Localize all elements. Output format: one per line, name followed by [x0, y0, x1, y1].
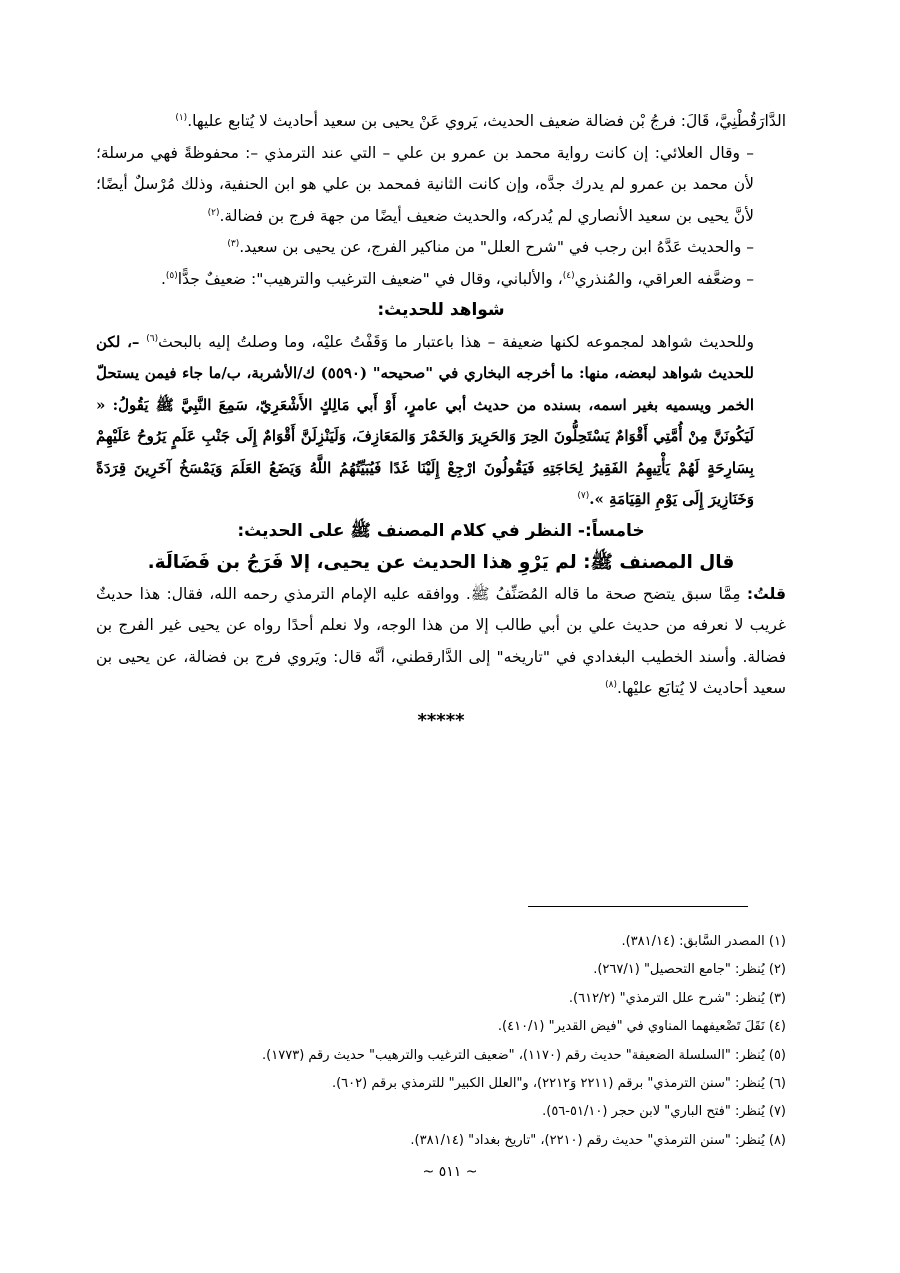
section-heading-witnesses: شواهد للحديث:: [377, 300, 505, 320]
paragraph-1: الدَّارَقُطْنِيَّ، قَالَ: فرجُ بْن فضالة ضعيف الحديث، يَروي عَنْ يحيى بن سعيد أحاديث لا يُتابع عليها.$^{(١)}$: [175, 112, 786, 130]
section-heading-fifth: خامساً:- النظر في كلام المصنف ﷺ على الحديث:: [237, 520, 645, 541]
footnote-3: (٣) يُنظر: "شرح علل الترمذي" (٦١٢/٢).: [568, 990, 786, 1006]
footnote-ref-6: (٦): [146, 333, 159, 344]
main-text: [96, 106, 786, 736]
footnote-ref-1: (١): [175, 112, 188, 123]
footnote-1: (١) المصدر السَّابق: (٣٨١/١٤).: [621, 934, 786, 949]
paragraph-4: – وضعَّفه العراقي، والمُنذري$^{(٤)}$، والألباني، وقال في "ضعيف الترغيب والترهيب": ضعيفٌ جدًّا$^{(٥)}$.: [160, 269, 754, 288]
footnote-ref-4: (٤): [562, 270, 575, 281]
footnote-divider: [528, 906, 748, 907]
footnote-7: (٧) يُنظر: "فتح الباري" لابن حجر (٥١/١٠-٥٦).: [542, 1104, 786, 1120]
footnote-8: (٨) يُنظر: "سنن الترمذي" حديث رقم (٢٢١٠)، "تاريخ بغداد" (٣٨١/١٤).: [410, 1132, 786, 1148]
footnote-ref-7: (٧): [577, 490, 590, 501]
separator-stars: *****: [417, 709, 465, 731]
author-quote-heading: قال المصنف ﷺ: لم يَرْوِ هذا الحديث عن يحيى، إلا فَرَجُ بن فَضَالَة.: [147, 552, 735, 573]
paragraph-6: قلتُ: مِمَّا سبق يتضح صحة ما قاله المُصَنِّفُ ﷺ. ووافقه عليه الإمام الترمذي رحمه الله، فقال: هذا حديثٌ غريب لا نعرفه من حديث علي بن أبي طالب إلا من هذا الوجه، ولا نعلم أحدًا رواه عن يحيى غير الفرج بن فضالة. وأسند الخطيب البغدادي في "تاريخه" إلى الدَّارقطني، أنَّه قال: ويَروي فرج بن فضالة، عن يحيى بن سعيد أحاديث لا يُتابَع عليْها.$^{(٨)}$: [96, 584, 786, 697]
footnotes: [96, 928, 786, 1155]
paragraph-3: – والحديث عَدَّهُ ابن رجب في "شرح العلل" من مناكير الفرج، عن يحيى بن سعيد.$^{(٣)}$: [227, 238, 754, 256]
footnote-ref-2: (٢): [207, 207, 220, 218]
footnote-ref-3: (٣): [227, 238, 240, 249]
hadith-text: –، لكن للحديث شواهد لبعضه، منها: ما أخرجه البخاري في "صحيحه" (٥٥٩٠) ك/الأشربة، ب/ما جاء فيمن يستحلّ الخمر ويسميه بغير اسمه، بسنده من حديث أبي عامرٍ، أَوْ أَبي مَالِكٍ الأَشْعَرِيّ، سَمِعَ النَّبِيَّ ﷺ يَقُولُ: « لَيَكُونَنَّ مِنْ أُمَّتِي أَقْوَامٌ يَسْتَحِلُّونَ الحِرَ وَالحَرِيرَ وَالخَمْرَ وَالمَعَازِفَ، وَلَيَنْزِلَنَّ أَقْوَامٌ إِلَى جَنْبِ عَلَمٍ يَرُوحُ عَلَيْهِمْ بِسَارِحَةٍ لَهُمْ يَأْتِيهِمُ الفَقِيرُ لِحَاجَتِهِ فَيَقُولُونَ ارْجِعْ إِلَيْنَا غَدًا فَيُبَيِّتُهُمُ اللَّهُ وَيَضَعُ العَلَمَ وَيَمْسَخُ آخَرِينَ قِرَدَةً وَخَنَازِيرَ إِلَى يَوْمِ القِيَامَةِ ».: [96, 332, 755, 508]
qultu-label: قلتُ:: [746, 584, 786, 603]
footnote-4: (٤) نَقَلَ تَضْعيفهما المناوي في "فيض القدير" (٤١٠/١).: [497, 1019, 786, 1035]
footnote-ref-8: (٨): [605, 679, 617, 690]
footnote-5: (٥) يُنظر: "السلسلة الضعيفة" حديث رقم (١١٧٠)، "ضعيف الترغيب والترهيب" حديث رقم (١٧٧٣).: [262, 1047, 786, 1063]
footnote-6: (٦) يُنظر: "سنن الترمذي" برقم (٢٢١١ وَ٢٢١٢)، و"العلل الكبير" للترمذي برقم (٦٠٢).: [331, 1076, 786, 1092]
paragraph-2: – وقال العلائي: إن كانت رواية محمد بن عمرو بن علي – التي عند الترمذي –: محفوظةً فهي مرسلة؛ لأن محمد بن عمرو لم يدرك جدَّه، وإن كانت الثانية فمحمد بن علي هو ابن الحنفية، وذلك مُرْسلٌ أيضًا؛ لأنَّ يحيى بن سعيد الأنصاري لم يُدركه، والحديث ضعيف أيضًا من جهة فرج بن فضالة.$^{(٢)}$: [96, 143, 754, 225]
page-number: ~ ٥١١ ~: [422, 1164, 478, 1180]
paragraph-5: وللحديث شواهد لمجموعه لكنها ضعيفة – هذا باعتبار ما وَقَفْتُ عليْه، وما وصلتُ إليه بالبحث$^{(٦)}$ –، لكن للحديث شواهد لبعضه، منها: ما أخرجه البخاري في "صحيحه" (٥٥٩٠) ك/الأشربة، ب/ما جاء فيمن يستحلّ الخمر ويسميه بغير اسمه، بسنده من حديث أبي عامرٍ، أَوْ أَبي مَالِكٍ الأَشْعَرِيّ، سَمِعَ النَّبِيَّ ﷺ يَقُولُ: « لَيَكُونَنَّ مِنْ أُمَّتِي أَقْوَامٌ يَسْتَحِلُّونَ الحِرَ وَالحَرِيرَ وَالخَمْرَ وَالمَعَازِفَ، وَلَيَنْزِلَنَّ أَقْوَامٌ إِلَى جَنْبِ عَلَمٍ يَرُوحُ عَلَيْهِمْ بِسَارِحَةٍ لَهُمْ يَأْتِيهِمُ الفَقِيرُ لِحَاجَتِهِ فَيَقُولُونَ ارْجِعْ إِلَيْنَا غَدًا فَيُبَيِّتُهُمُ اللَّهُ وَيَضَعُ العَلَمَ وَيَمْسَخُ آخَرِينَ قِرَدَةً وَخَنَازِيرَ إِلَى يَوْمِ القِيَامَةِ ».$^{(٧)}$: [96, 332, 755, 508]
footnote-2: (٢) يُنظر: "جامع التحصيل" (٢٦٧/١).: [593, 962, 786, 978]
footnote-ref-5: (٥): [165, 270, 178, 281]
